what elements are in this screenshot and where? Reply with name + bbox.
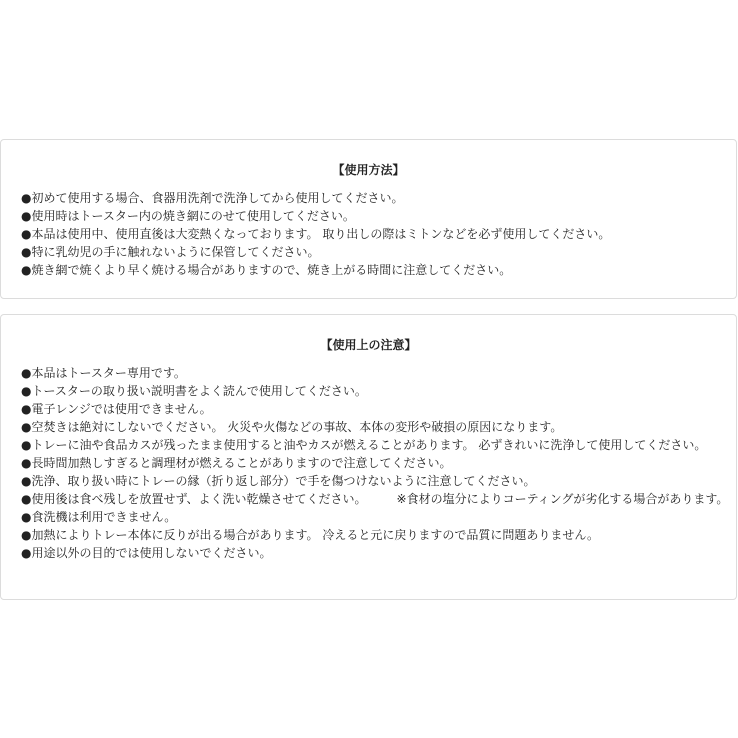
caution-item: ●トースターの取り扱い説明書をよく読んで使用してください。 bbox=[21, 384, 367, 398]
usage-item: ●使用時はトースター内の焼き網にのせて使用してください。 bbox=[21, 209, 355, 223]
caution-item: ●加熱によりトレー本体に反りが出る場合があります。 冷えると元に戻りますので品質に問題ありません。 bbox=[21, 528, 600, 542]
caution-item: ●使用後は食べ残しを放置せず、よく洗い乾燥させてください。 ※食材の塩分によりコーティングが劣化する場合があります。 bbox=[21, 492, 729, 506]
caution-item: ●空焚きは絶対にしないでください。 火災や火傷などの事故、本体の変形や破損の原因になります。 bbox=[21, 420, 563, 434]
caution-item: ●用途以外の目的では使用しないでください。 bbox=[21, 546, 272, 560]
caution-list bbox=[1, 364, 736, 562]
usage-item: ●特に乳幼児の手に触れないように保管してください。 bbox=[21, 245, 320, 259]
caution-panel bbox=[0, 314, 737, 600]
caution-title: 【使用上の注意】 bbox=[320, 338, 417, 352]
caution-item: ●本品はトースター専用です。 bbox=[21, 366, 186, 380]
usage-item: ●焼き網で焼くより早く焼ける場合がありますので、焼き上がる時間に注意してください。 bbox=[21, 263, 512, 277]
usage-title: 【使用方法】 bbox=[332, 163, 405, 177]
usage-item: ●本品は使用中、使用直後は大変熱くなっております。 取り出しの際はミトンなどを必ず使用してください。 bbox=[21, 227, 611, 241]
caution-item: ●電子レンジでは使用できません。 bbox=[21, 402, 212, 416]
caution-item: ●食洗機は利用できません。 bbox=[21, 510, 177, 524]
usage-list bbox=[1, 189, 736, 279]
usage-instructions-panel bbox=[0, 139, 737, 299]
caution-item: ●洗浄、取り扱い時にトレーの縁（折り返し部分）で手を傷つけないように注意してください。 bbox=[21, 474, 536, 488]
caution-item: ●トレーに油や食品カスが残ったまま使用すると油やカスが燃えることがあります。 必ずきれいに洗浄して使用してください。 bbox=[21, 438, 707, 452]
caution-item: ●長時間加熱しすぎると調理材が燃えることがありますので注意してください。 bbox=[21, 456, 452, 470]
usage-item: ●初めて使用する場合、食器用洗剤で洗浄してから使用してください。 bbox=[21, 191, 404, 205]
